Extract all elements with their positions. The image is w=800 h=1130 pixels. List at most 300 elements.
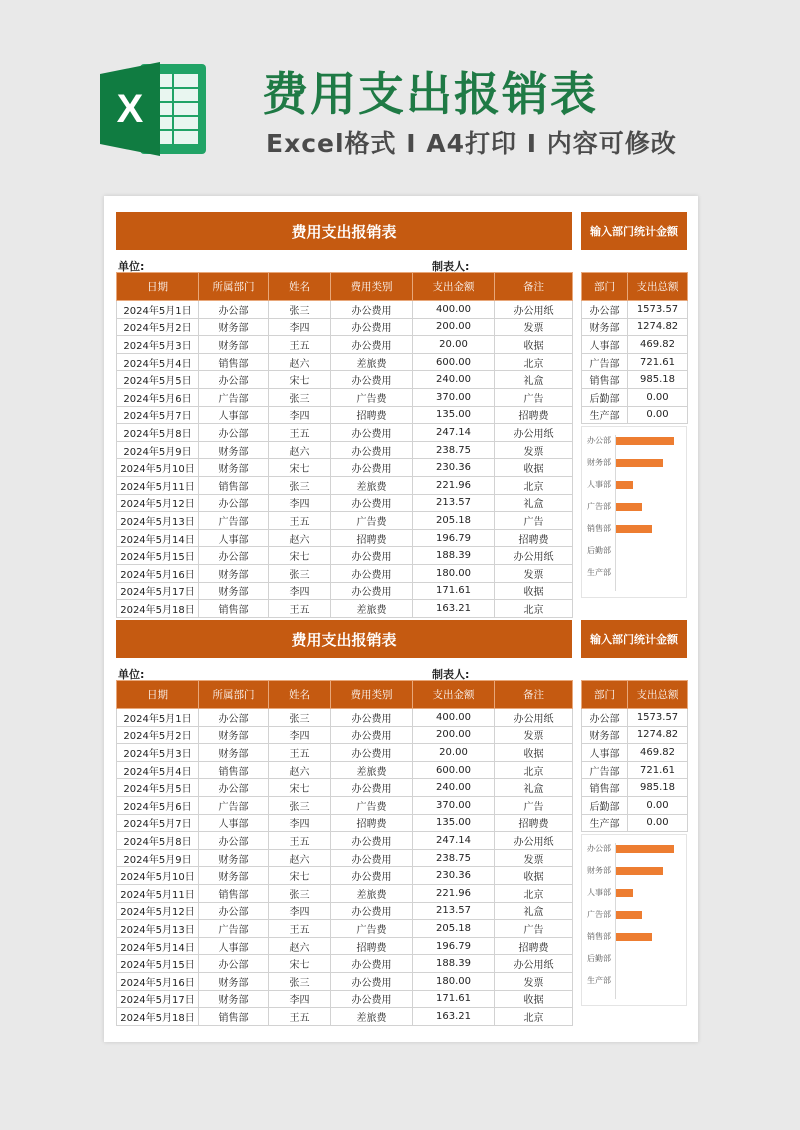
table-cell[interactable]: 办公费用 (331, 990, 413, 1008)
table-cell[interactable]: 办公费用 (331, 371, 413, 389)
table-row (117, 937, 573, 955)
table-cell[interactable]: 广告部 (199, 512, 269, 530)
table-cell[interactable]: 赵六 (269, 529, 331, 547)
table-cell[interactable]: 370.00 (413, 388, 495, 406)
table-cell[interactable]: 2024年5月7日 (117, 406, 199, 424)
table-cell[interactable]: 2024年5月7日 (117, 814, 199, 832)
table-cell[interactable]: 188.39 (413, 547, 495, 565)
table-cell[interactable]: 2024年5月13日 (117, 920, 199, 938)
table-row (117, 779, 573, 797)
table-row (117, 884, 573, 902)
table-cell[interactable]: 2024年5月8日 (117, 424, 199, 442)
table-cell[interactable]: 办公部 (199, 709, 269, 727)
table-cell[interactable]: 200.00 (413, 726, 495, 744)
table-cell[interactable]: 北京 (495, 353, 573, 371)
table-cell[interactable]: 2024年5月5日 (117, 779, 199, 797)
table-cell[interactable]: 广告费 (331, 920, 413, 938)
table-cell[interactable]: 张三 (269, 564, 331, 582)
table-cell[interactable]: 招聘费 (495, 529, 573, 547)
summary-cell[interactable]: 1274.82 (628, 726, 688, 744)
table-cell[interactable]: 招聘费 (331, 529, 413, 547)
table-cell[interactable]: 2024年5月6日 (117, 796, 199, 814)
table-cell[interactable]: 财务部 (199, 726, 269, 744)
table-cell[interactable]: 办公费用 (331, 832, 413, 850)
summary-cell[interactable]: 1573.57 (628, 709, 688, 727)
table-cell[interactable]: 办公部 (199, 832, 269, 850)
table-cell[interactable]: 赵六 (269, 441, 331, 459)
summary-cell[interactable]: 721.61 (628, 761, 688, 779)
summary-cell[interactable]: 469.82 (628, 744, 688, 762)
table-cell[interactable]: 收据 (495, 867, 573, 885)
table-cell[interactable]: 宋七 (269, 867, 331, 885)
table-cell[interactable]: 北京 (495, 600, 573, 618)
table-cell[interactable]: 办公部 (199, 301, 269, 319)
table-cell[interactable]: 李四 (269, 814, 331, 832)
bar (616, 867, 663, 875)
summary-cell[interactable]: 721.61 (628, 353, 688, 371)
table-cell[interactable]: 财务部 (199, 564, 269, 582)
sheet-block (104, 620, 698, 1030)
table-row (117, 902, 573, 920)
table-cell[interactable]: 办公部 (199, 424, 269, 442)
table-row (117, 476, 573, 494)
table-cell[interactable]: 财务部 (199, 972, 269, 990)
summary-row (582, 779, 688, 797)
table-row (117, 547, 573, 565)
bar (616, 481, 633, 489)
table-cell[interactable]: 2024年5月1日 (117, 301, 199, 319)
table-cell[interactable]: 人事部 (199, 937, 269, 955)
table-cell[interactable]: 2024年5月3日 (117, 744, 199, 762)
expense-table (116, 272, 573, 618)
table-cell[interactable]: 差旅费 (331, 476, 413, 494)
summary-cell[interactable]: 0.00 (628, 796, 688, 814)
table-cell[interactable]: 171.61 (413, 582, 495, 600)
table-cell[interactable]: 财务部 (199, 441, 269, 459)
table-cell[interactable]: 销售部 (199, 353, 269, 371)
table-cell[interactable]: 办公费用 (331, 726, 413, 744)
table-cell[interactable]: 400.00 (413, 709, 495, 727)
table-cell[interactable]: 办公部 (199, 955, 269, 973)
table-cell[interactable]: 收据 (495, 459, 573, 477)
summary-cell[interactable]: 后勤部 (582, 388, 628, 406)
table-cell[interactable]: 135.00 (413, 814, 495, 832)
table-cell[interactable]: 广告费 (331, 388, 413, 406)
table-cell[interactable]: 赵六 (269, 849, 331, 867)
table-cell[interactable]: 2024年5月6日 (117, 388, 199, 406)
table-cell[interactable]: 2024年5月16日 (117, 564, 199, 582)
table-cell[interactable]: 发票 (495, 849, 573, 867)
table-cell[interactable]: 财务部 (199, 990, 269, 1008)
table-cell[interactable]: 2024年5月2日 (117, 726, 199, 744)
bar-label: 财务部 (587, 458, 611, 467)
table-row (117, 441, 573, 459)
chart-bar-row (582, 545, 686, 557)
table-cell[interactable]: 差旅费 (331, 353, 413, 371)
table-cell[interactable]: 发票 (495, 564, 573, 582)
column-header: 备注 (495, 273, 573, 301)
summary-header-row (582, 273, 688, 301)
table-cell[interactable]: 2024年5月4日 (117, 761, 199, 779)
table-cell[interactable]: 2024年5月11日 (117, 476, 199, 494)
table-cell[interactable]: 2024年5月17日 (117, 990, 199, 1008)
table-row (117, 529, 573, 547)
table-cell[interactable]: 办公费用 (331, 709, 413, 727)
table-cell[interactable]: 2024年5月9日 (117, 441, 199, 459)
bar-label: 人事部 (587, 888, 611, 897)
summary-cell[interactable]: 办公部 (582, 709, 628, 727)
table-cell[interactable]: 240.00 (413, 371, 495, 389)
table-cell[interactable]: 广告 (495, 920, 573, 938)
table-cell[interactable]: 发票 (495, 318, 573, 336)
table-cell[interactable]: 销售部 (199, 761, 269, 779)
table-cell[interactable]: 600.00 (413, 353, 495, 371)
table-cell[interactable]: 招聘费 (331, 406, 413, 424)
table-row (117, 990, 573, 1008)
chart-bar-row (582, 909, 686, 921)
table-cell[interactable]: 2024年5月12日 (117, 494, 199, 512)
table-cell[interactable]: 赵六 (269, 937, 331, 955)
table-cell[interactable]: 办公费用 (331, 547, 413, 565)
table-cell[interactable]: 广告部 (199, 920, 269, 938)
table-cell[interactable]: 办公用纸 (495, 547, 573, 565)
summary-cell[interactable]: 财务部 (582, 318, 628, 336)
summary-cell[interactable]: 后勤部 (582, 796, 628, 814)
table-cell[interactable]: 差旅费 (331, 884, 413, 902)
table-cell[interactable]: 2024年5月3日 (117, 336, 199, 354)
table-cell[interactable]: 2024年5月14日 (117, 529, 199, 547)
summary-cell[interactable]: 办公部 (582, 301, 628, 319)
table-cell[interactable]: 招聘费 (331, 937, 413, 955)
table-cell[interactable]: 办公部 (199, 494, 269, 512)
table-cell[interactable]: 张三 (269, 884, 331, 902)
summary-cell[interactable]: 财务部 (582, 726, 628, 744)
bar-label: 广告部 (587, 502, 611, 511)
table-cell[interactable]: 办公费用 (331, 902, 413, 920)
table-cell[interactable]: 广告费 (331, 796, 413, 814)
table-cell[interactable]: 李四 (269, 726, 331, 744)
chart-bar-row (582, 523, 686, 535)
table-cell[interactable]: 招聘费 (495, 406, 573, 424)
table-cell[interactable]: 213.57 (413, 902, 495, 920)
table-cell[interactable]: 163.21 (413, 600, 495, 618)
table-cell[interactable]: 办公用纸 (495, 832, 573, 850)
table-cell[interactable]: 2024年5月5日 (117, 371, 199, 389)
summary-column-header: 部门 (582, 273, 628, 301)
table-row (117, 709, 573, 727)
table-cell[interactable]: 赵六 (269, 353, 331, 371)
table-cell[interactable]: 广告部 (199, 388, 269, 406)
table-cell[interactable]: 213.57 (413, 494, 495, 512)
department-stats-button[interactable]: 输入部门统计金额 (581, 212, 687, 250)
summary-row (582, 726, 688, 744)
summary-cell[interactable]: 人事部 (582, 744, 628, 762)
table-cell[interactable]: 办公费用 (331, 564, 413, 582)
table-cell[interactable]: 销售部 (199, 1008, 269, 1026)
table-cell[interactable]: 发票 (495, 726, 573, 744)
table-cell[interactable]: 招聘费 (331, 814, 413, 832)
table-cell[interactable]: 招聘费 (495, 814, 573, 832)
table-cell[interactable]: 王五 (269, 832, 331, 850)
table-cell[interactable]: 2024年5月12日 (117, 902, 199, 920)
table-cell[interactable]: 人事部 (199, 814, 269, 832)
table-cell[interactable]: 宋七 (269, 779, 331, 797)
table-cell[interactable]: 163.21 (413, 1008, 495, 1026)
table-cell[interactable]: 200.00 (413, 318, 495, 336)
table-cell[interactable]: 2024年5月18日 (117, 600, 199, 618)
table-cell[interactable]: 差旅费 (331, 761, 413, 779)
table-cell[interactable]: 办公费用 (331, 301, 413, 319)
column-header: 支出金额 (413, 681, 495, 709)
summary-cell[interactable]: 985.18 (628, 371, 688, 389)
table-row (117, 849, 573, 867)
table-cell[interactable]: 王五 (269, 512, 331, 530)
table-cell[interactable]: 张三 (269, 301, 331, 319)
summary-cell[interactable]: 生产部 (582, 406, 628, 424)
table-cell[interactable]: 2024年5月16日 (117, 972, 199, 990)
table-cell[interactable]: 财务部 (199, 867, 269, 885)
table-cell[interactable]: 王五 (269, 600, 331, 618)
table-cell[interactable]: 李四 (269, 406, 331, 424)
table-cell[interactable]: 221.96 (413, 884, 495, 902)
table-cell[interactable]: 2024年5月9日 (117, 849, 199, 867)
table-cell[interactable]: 240.00 (413, 779, 495, 797)
table-cell[interactable]: 发票 (495, 441, 573, 459)
table-cell[interactable]: 办公费用 (331, 582, 413, 600)
table-cell[interactable]: 销售部 (199, 600, 269, 618)
table-cell[interactable]: 李四 (269, 990, 331, 1008)
table-cell[interactable]: 办公费用 (331, 955, 413, 973)
summary-cell[interactable]: 469.82 (628, 336, 688, 354)
table-cell[interactable]: 差旅费 (331, 600, 413, 618)
table-cell[interactable]: 办公部 (199, 547, 269, 565)
summary-cell[interactable]: 0.00 (628, 814, 688, 832)
table-cell[interactable]: 广告 (495, 796, 573, 814)
table-cell[interactable]: 收据 (495, 582, 573, 600)
table-cell[interactable]: 王五 (269, 920, 331, 938)
department-summary-table (581, 680, 688, 832)
table-cell[interactable]: 办公部 (199, 779, 269, 797)
table-cell[interactable]: 办公费用 (331, 336, 413, 354)
summary-cell[interactable]: 985.18 (628, 779, 688, 797)
table-cell[interactable]: 广告费 (331, 512, 413, 530)
table-cell[interactable]: 196.79 (413, 937, 495, 955)
table-row (117, 564, 573, 582)
table-cell[interactable]: 247.14 (413, 832, 495, 850)
table-cell[interactable]: 238.75 (413, 849, 495, 867)
table-cell[interactable]: 收据 (495, 990, 573, 1008)
table-cell[interactable]: 2024年5月17日 (117, 582, 199, 600)
chart-bar-row (582, 931, 686, 943)
bar (616, 845, 674, 853)
table-cell[interactable]: 办公费用 (331, 972, 413, 990)
table-cell[interactable]: 205.18 (413, 920, 495, 938)
table-cell[interactable]: 财务部 (199, 459, 269, 477)
summary-cell[interactable]: 生产部 (582, 814, 628, 832)
table-cell[interactable]: 人事部 (199, 406, 269, 424)
department-bar-chart (581, 426, 687, 598)
table-cell[interactable]: 王五 (269, 1008, 331, 1026)
table-cell[interactable]: 宋七 (269, 371, 331, 389)
table-cell[interactable]: 财务部 (199, 318, 269, 336)
summary-cell[interactable]: 广告部 (582, 761, 628, 779)
table-cell[interactable]: 办公费用 (331, 441, 413, 459)
table-cell[interactable]: 办公费用 (331, 867, 413, 885)
table-cell[interactable]: 收据 (495, 336, 573, 354)
table-cell[interactable]: 北京 (495, 1008, 573, 1026)
table-cell[interactable]: 招聘费 (495, 937, 573, 955)
table-cell[interactable]: 238.75 (413, 441, 495, 459)
table-cell[interactable]: 人事部 (199, 529, 269, 547)
page-subtitle: Excel格式 I A4打印 I 内容可修改 (266, 129, 677, 158)
table-cell[interactable]: 礼盒 (495, 779, 573, 797)
table-cell[interactable]: 北京 (495, 884, 573, 902)
bar-label: 销售部 (587, 524, 611, 533)
table-cell[interactable]: 370.00 (413, 796, 495, 814)
table-cell[interactable]: 广告 (495, 388, 573, 406)
table-cell[interactable]: 2024年5月13日 (117, 512, 199, 530)
summary-row (582, 744, 688, 762)
page-title: 费用支出报销表 (262, 67, 598, 121)
summary-row (582, 353, 688, 371)
table-cell[interactable]: 广告 (495, 512, 573, 530)
summary-row (582, 371, 688, 389)
table-cell[interactable]: 礼盒 (495, 902, 573, 920)
column-header: 备注 (495, 681, 573, 709)
table-cell[interactable]: 办公费用 (331, 424, 413, 442)
table-cell[interactable]: 2024年5月4日 (117, 353, 199, 371)
table-cell[interactable]: 财务部 (199, 336, 269, 354)
table-cell[interactable]: 办公用纸 (495, 301, 573, 319)
table-cell[interactable]: 196.79 (413, 529, 495, 547)
table-cell[interactable]: 230.36 (413, 867, 495, 885)
bar-label: 销售部 (587, 932, 611, 941)
bar (616, 503, 642, 511)
table-cell[interactable]: 办公费用 (331, 779, 413, 797)
column-header: 费用类别 (331, 273, 413, 301)
table-cell[interactable]: 财务部 (199, 849, 269, 867)
column-header: 所属部门 (199, 681, 269, 709)
table-cell[interactable]: 180.00 (413, 972, 495, 990)
table-cell[interactable]: 广告部 (199, 796, 269, 814)
table-cell[interactable]: 205.18 (413, 512, 495, 530)
table-cell[interactable]: 李四 (269, 902, 331, 920)
summary-cell[interactable]: 1274.82 (628, 318, 688, 336)
table-cell[interactable]: 销售部 (199, 884, 269, 902)
table-cell[interactable]: 张三 (269, 388, 331, 406)
table-cell[interactable]: 北京 (495, 476, 573, 494)
table-cell[interactable]: 247.14 (413, 424, 495, 442)
chart-bar-row (582, 953, 686, 965)
summary-cell[interactable]: 0.00 (628, 388, 688, 406)
table-cell[interactable]: 王五 (269, 424, 331, 442)
unit-label: 单位: (118, 260, 145, 273)
table-cell[interactable]: 办公用纸 (495, 955, 573, 973)
table-cell[interactable]: 办公用纸 (495, 424, 573, 442)
table-row (117, 726, 573, 744)
table-cell[interactable]: 2024年5月15日 (117, 547, 199, 565)
table-cell[interactable]: 张三 (269, 709, 331, 727)
chart-bar-row (582, 975, 686, 987)
table-cell[interactable]: 宋七 (269, 459, 331, 477)
table-cell[interactable]: 20.00 (413, 336, 495, 354)
table-cell[interactable]: 财务部 (199, 582, 269, 600)
table-cell[interactable]: 财务部 (199, 744, 269, 762)
table-cell[interactable]: 李四 (269, 582, 331, 600)
table-cell[interactable]: 宋七 (269, 955, 331, 973)
table-cell[interactable]: 张三 (269, 796, 331, 814)
column-header: 日期 (117, 273, 199, 301)
table-cell[interactable]: 2024年5月10日 (117, 459, 199, 477)
unit-label: 单位: (118, 668, 145, 681)
table-cell[interactable]: 办公费用 (331, 494, 413, 512)
table-cell[interactable]: 王五 (269, 744, 331, 762)
table-cell[interactable]: 礼盒 (495, 494, 573, 512)
table-cell[interactable]: 2024年5月8日 (117, 832, 199, 850)
table-cell[interactable]: 20.00 (413, 744, 495, 762)
table-cell[interactable]: 180.00 (413, 564, 495, 582)
column-header: 费用类别 (331, 681, 413, 709)
bar-label: 办公部 (587, 436, 611, 445)
table-cell[interactable]: 230.36 (413, 459, 495, 477)
table-cell[interactable]: 李四 (269, 318, 331, 336)
table-cell[interactable]: 王五 (269, 336, 331, 354)
summary-cell[interactable]: 0.00 (628, 406, 688, 424)
summary-cell[interactable]: 人事部 (582, 336, 628, 354)
table-cell[interactable]: 办公费用 (331, 744, 413, 762)
table-cell[interactable]: 2024年5月1日 (117, 709, 199, 727)
table-cell[interactable]: 销售部 (199, 476, 269, 494)
table-cell[interactable]: 发票 (495, 972, 573, 990)
table-cell[interactable]: 2024年5月11日 (117, 884, 199, 902)
table-cell[interactable]: 办公部 (199, 902, 269, 920)
summary-cell[interactable]: 销售部 (582, 779, 628, 797)
summary-cell[interactable]: 广告部 (582, 353, 628, 371)
table-cell[interactable]: 2024年5月14日 (117, 937, 199, 955)
table-cell[interactable]: 宋七 (269, 547, 331, 565)
table-cell[interactable]: 收据 (495, 744, 573, 762)
table-cell[interactable]: 赵六 (269, 761, 331, 779)
summary-header-row (582, 681, 688, 709)
table-cell[interactable]: 办公费用 (331, 849, 413, 867)
summary-cell[interactable]: 1573.57 (628, 301, 688, 319)
table-cell[interactable]: 李四 (269, 494, 331, 512)
table-cell[interactable]: 张三 (269, 476, 331, 494)
table-cell[interactable]: 135.00 (413, 406, 495, 424)
table-row (117, 371, 573, 389)
table-cell[interactable]: 2024年5月10日 (117, 867, 199, 885)
table-cell[interactable]: 差旅费 (331, 1008, 413, 1026)
summary-cell[interactable]: 销售部 (582, 371, 628, 389)
table-cell[interactable]: 礼盒 (495, 371, 573, 389)
table-cell[interactable]: 2024年5月15日 (117, 955, 199, 973)
table-cell[interactable]: 办公费用 (331, 318, 413, 336)
table-cell[interactable]: 600.00 (413, 761, 495, 779)
table-cell[interactable]: 2024年5月2日 (117, 318, 199, 336)
table-cell[interactable]: 2024年5月18日 (117, 1008, 199, 1026)
table-cell[interactable]: 221.96 (413, 476, 495, 494)
table-cell[interactable]: 188.39 (413, 955, 495, 973)
table-cell[interactable]: 办公部 (199, 371, 269, 389)
table-cell[interactable]: 张三 (269, 972, 331, 990)
table-cell[interactable]: 办公费用 (331, 459, 413, 477)
table-cell[interactable]: 办公用纸 (495, 709, 573, 727)
table-cell[interactable]: 171.61 (413, 990, 495, 1008)
department-stats-button[interactable]: 输入部门统计金额 (581, 620, 687, 658)
table-cell[interactable]: 400.00 (413, 301, 495, 319)
table-cell[interactable]: 北京 (495, 761, 573, 779)
table-row (117, 1008, 573, 1026)
